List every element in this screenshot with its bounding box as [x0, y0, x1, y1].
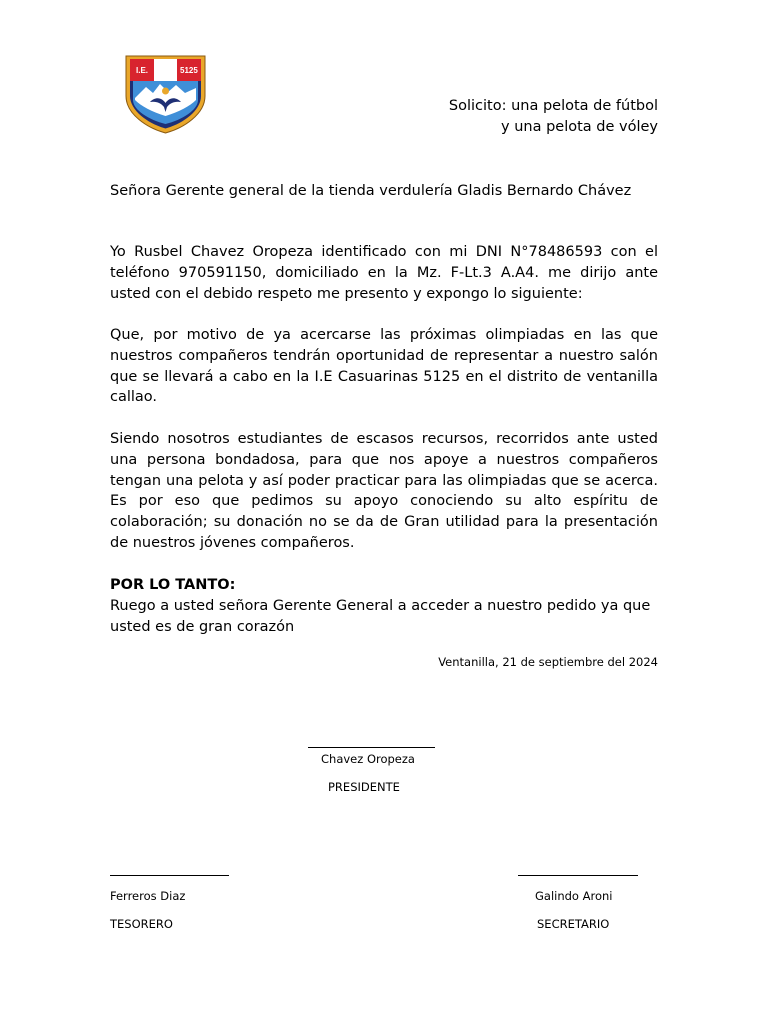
treasurer-signature-line — [110, 875, 229, 876]
body-paragraph-conclusion: Ruego a usted señora Gerente General a acceder a nuestro pedido ya que usted es de gran corazón — [110, 598, 651, 635]
secretary-name: Galindo Aroni — [535, 889, 613, 903]
body-paragraph-request: Siendo nosotros estudiantes de escasos recursos, recorridos ante usted una persona bondadosa, para que nos apoye a nuestros compañeros tengan una pelota y así poder practicar para las olimpiadas que se acerca. Es por eso que pedimos su apoyo conociendo su alto espíritu de colaboración; su donación no se da de Gran utilidad para la presentación de nuestros jóvenes compañeros. — [110, 431, 658, 551]
president-name: Chavez Oropeza — [321, 752, 415, 766]
svg-text:I.E.: I.E. — [136, 66, 149, 75]
secretary-signature-line — [518, 875, 638, 876]
letter-date: Ventanilla, 21 de septiembre del 2024 — [438, 655, 658, 669]
subject-line-2: y una pelota de vóley — [501, 119, 658, 135]
president-signature-line — [308, 747, 435, 748]
body-paragraph-reason: Que, por motivo de ya acercarse las próximas olimpiadas en las que nuestros compañeros tendrán oportunidad de representar a nuestro salón que se llevará a cabo en la I.E Casuarinas 5125 en el distrito de ventanilla callao. — [110, 327, 658, 406]
school-crest-logo — [124, 54, 207, 134]
subject-line-1: Solicito: una pelota de fútbol — [448, 98, 658, 114]
addressee-line: Señora Gerente general de la tienda verdulería Gladis Bernardo Chávez — [110, 183, 632, 199]
treasurer-name: Ferreros Diaz — [110, 889, 186, 903]
treasurer-role: TESORERO — [110, 917, 173, 931]
svg-text:5125: 5125 — [180, 66, 198, 75]
body-paragraph-intro: Yo Rusbel Chavez Oropeza identificado con mi DNI N°78486593 con el teléfono 970591150, domiciliado en la Mz. F-Lt.3 A.A4. me dirijo ante usted con el debido respeto me presento y expongo lo siguiente: — [110, 244, 658, 302]
secretary-role: SECRETARIO — [537, 917, 610, 931]
subject-block — [449, 96, 658, 138]
conclusion-heading: POR LO TANTO: — [110, 577, 236, 593]
president-role: PRESIDENTE — [328, 780, 400, 794]
